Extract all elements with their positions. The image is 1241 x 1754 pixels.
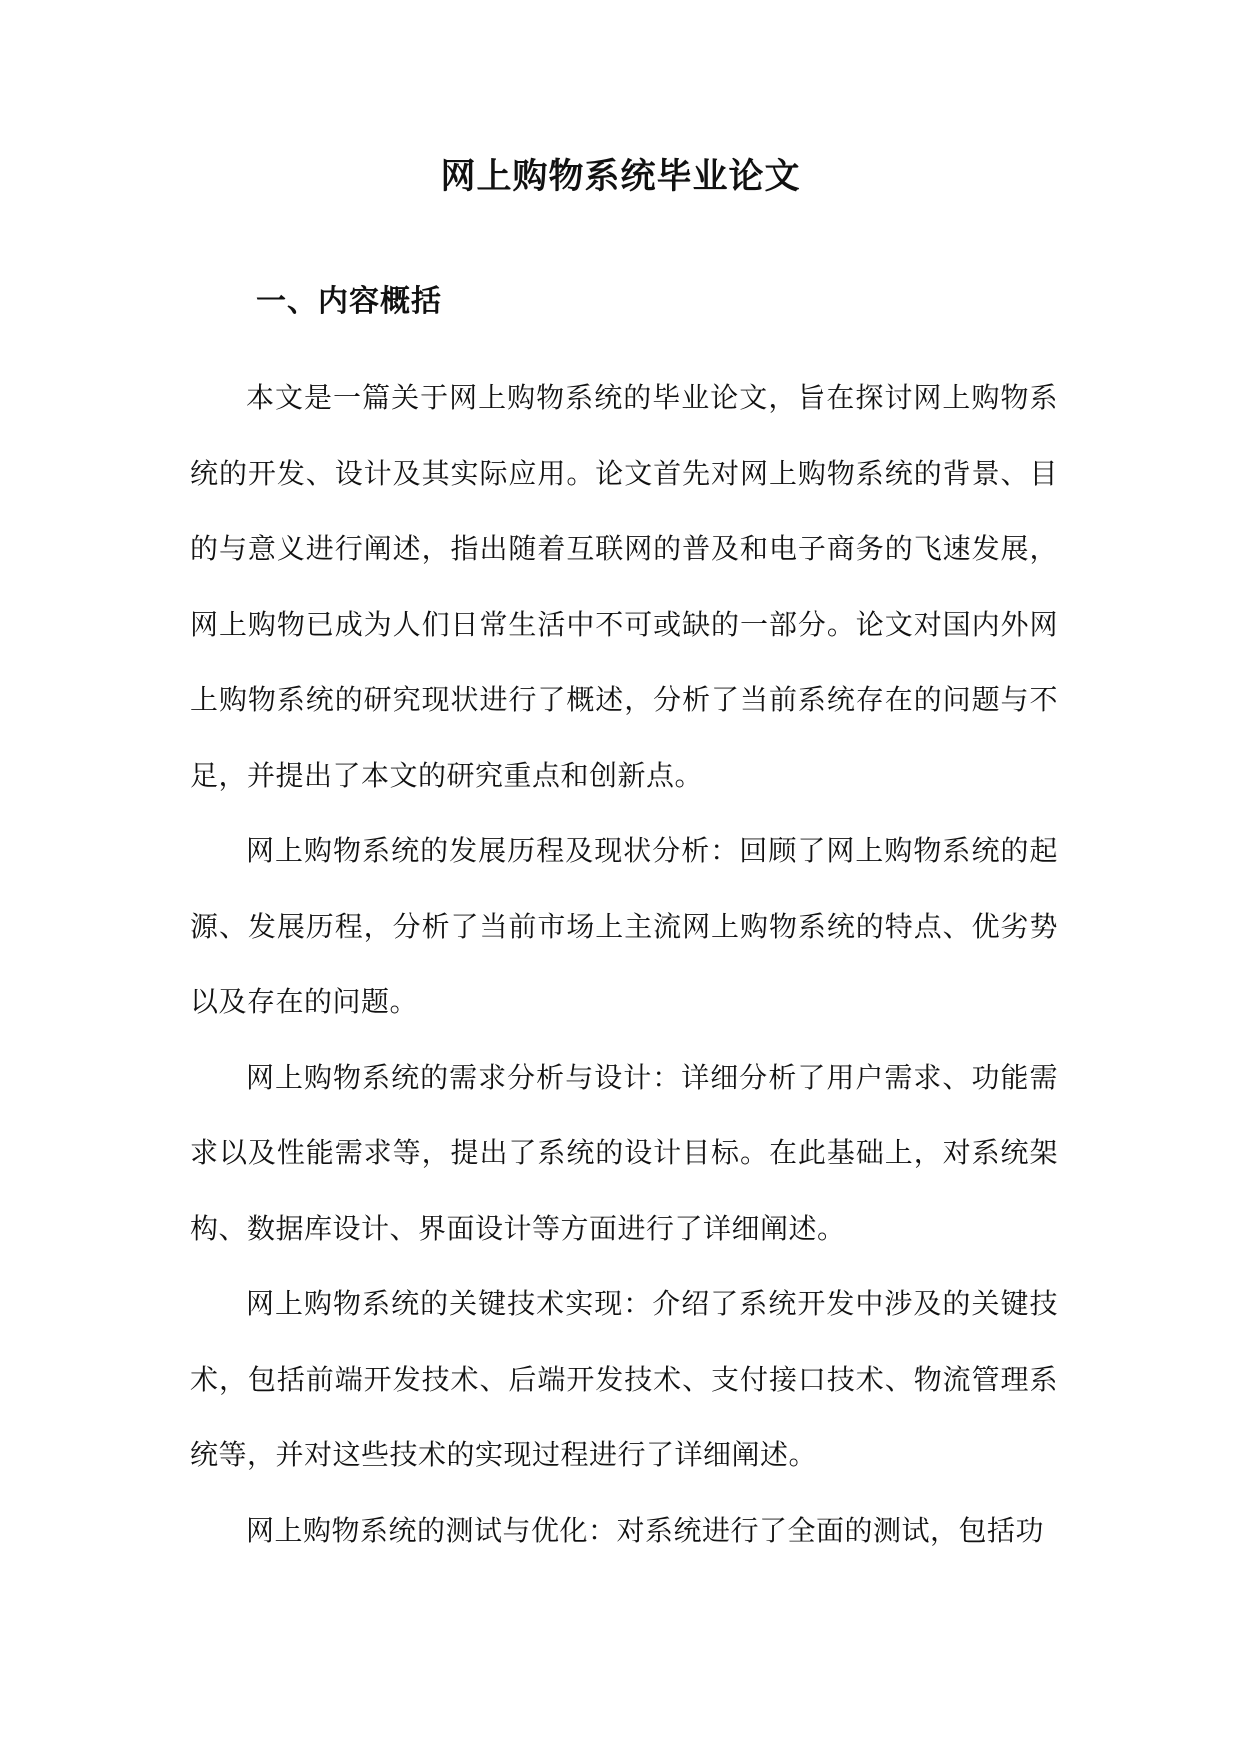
section-heading: 一、内容概括	[256, 284, 442, 319]
paragraph: 网上购物系统的发展历程及现状分析：回顾了网上购物系统的起源、发展历程，分析了当前市场上主流网上购物系统的特点、优劣势以及存在的问题。	[190, 834, 1058, 1018]
document-title: 网上购物系统毕业论文	[440, 156, 801, 197]
paragraph: 网上购物系统的关键技术实现：介绍了系统开发中涉及的关键技术，包括前端开发技术、后端开发技术、支付接口技术、物流管理系统等，并对这些技术的实现过程进行了详细阐述。	[190, 1287, 1058, 1471]
paragraph: 网上购物系统的需求分析与设计：详细分析了用户需求、功能需求以及性能需求等，提出了系统的设计目标。在此基础上，对系统架构、数据库设计、界面设计等方面进行了详细阐述。	[190, 1060, 1058, 1245]
paragraph: 网上购物系统的测试与优化：对系统进行了全面的测试，包括功	[246, 1513, 1045, 1547]
document-body	[190, 360, 1058, 1568]
paragraph: 本文是一篇关于网上购物系统的毕业论文，旨在探讨网上购物系统的开发、设计及其实际应用。论文首先对网上购物系统的背景、目的与意义进行阐述，指出随着互联网的普及和电子商务的飞速发展，网上购物已成为人们日常生活中不可或缺的一部分。论文对国内外网上购物系统的研究现状进行了概述，分析了当前系统存在的问题与不足，并提出了本文的研究重点和创新点。	[190, 381, 1058, 792]
